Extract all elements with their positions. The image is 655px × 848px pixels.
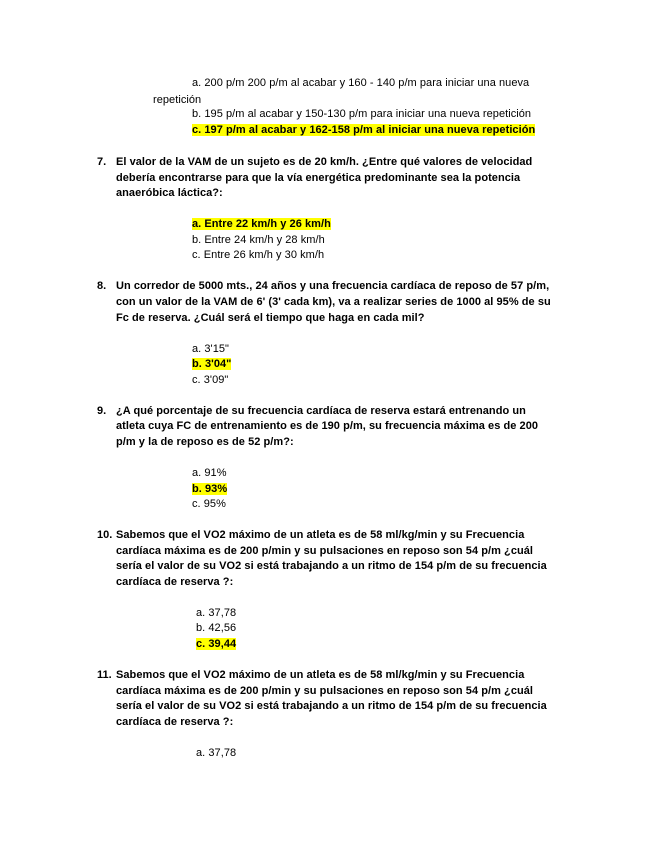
q7-text-line3: anaeróbica láctica?:	[116, 187, 223, 199]
answer-highlight: b. 3'04"	[192, 358, 232, 370]
q9-option-b-correct	[192, 482, 227, 497]
q8-text-line2: con un valor de la VAM de 6' (3' cada km), va a realizar series de 1000 al 95% de su	[116, 296, 551, 308]
q6-option-a-line2: repetición	[153, 94, 202, 106]
q10-text-line3: sería el valor de su VO2 si está trabajando a un ritmo de 154 p/m de su frecuencia	[116, 560, 547, 572]
q10-option-a: a. 37,78	[196, 607, 237, 619]
answer-highlight: a. Entre 22 km/h y 26 km/h	[192, 218, 331, 230]
q6-option-c-correct	[192, 123, 535, 138]
q9-text-line3: p/m y la de reposo es de 52 p/m?:	[116, 436, 294, 448]
q10-text-line4: cardíaca de reserva ?:	[116, 576, 234, 588]
q8-text-line3: Fc de reserva. ¿Cuál será el tiempo que haga en cada mil?	[116, 312, 425, 324]
answer-highlight: b. 93%	[192, 483, 228, 495]
q11-text-line3: sería el valor de su VO2 si está trabajando a un ritmo de 154 p/m de su frecuencia	[116, 700, 547, 712]
q10-text-line2: cardíaca máxima es de 200 p/min y su pulsaciones en reposo son 54 p/m ¿cuál	[116, 545, 534, 557]
q11-text-line4: cardíaca de reserva ?:	[116, 716, 234, 728]
q9-number: 9.	[97, 405, 107, 417]
q8-option-a: a. 3'15"	[192, 343, 229, 355]
q8-option-c: c. 3'09"	[192, 374, 229, 386]
q10-option-c-correct	[196, 637, 236, 652]
q8-option-b-correct	[192, 357, 231, 372]
q8-number: 8.	[97, 280, 107, 292]
q9-option-c: c. 95%	[192, 498, 226, 510]
answer-highlight: c. 39,44	[196, 638, 237, 650]
q11-text-line2: cardíaca máxima es de 200 p/min y su pulsaciones en reposo son 54 p/m ¿cuál	[116, 685, 534, 697]
q8-text-line1: Un corredor de 5000 mts., 24 años y una frecuencia cardíaca de reposo de 57 p/m,	[116, 280, 550, 292]
q6-option-b: b. 195 p/m al acabar y 150-130 p/m para iniciar una nueva repetición	[192, 108, 532, 120]
q9-text-line2: atleta cuya FC de entrenamiento es de 190 p/m, su frecuencia máxima es de 200	[116, 420, 539, 432]
q7-option-b: b. Entre 24 km/h y 28 km/h	[192, 234, 325, 246]
q10-text-line1: Sabemos que el VO2 máximo de un atleta es de 58 ml/kg/min y su Frecuencia	[116, 529, 525, 541]
q7-number: 7.	[97, 156, 107, 168]
answer-highlight: c. 197 p/m al acabar y 162-158 p/m al iniciar una nueva repetición	[192, 124, 536, 136]
q9-text-line1: ¿A qué porcentaje de su frecuencia cardíaca de reserva estará entrenando un	[116, 405, 526, 417]
q9-option-a: a. 91%	[192, 467, 227, 479]
q10-number: 10.	[97, 529, 113, 541]
q10-option-b: b. 42,56	[196, 622, 237, 634]
q7-text-line2: debería encontrarse para que la vía energética predominante sea la potencia	[116, 172, 521, 184]
q7-option-c: c. Entre 26 km/h y 30 km/h	[192, 249, 325, 261]
q11-text-line1: Sabemos que el VO2 máximo de un atleta es de 58 ml/kg/min y su Frecuencia	[116, 669, 525, 681]
q7-option-a-correct	[192, 217, 331, 232]
q11-option-a: a. 37,78	[196, 747, 237, 759]
q6-option-a-line1: a. 200 p/m 200 p/m al acabar y 160 - 140 p/m para iniciar una nueva	[192, 77, 530, 89]
q11-number: 11.	[97, 669, 112, 681]
q7-text-line1: El valor de la VAM de un sujeto es de 20 km/h. ¿Entre qué valores de velocidad	[116, 156, 533, 168]
